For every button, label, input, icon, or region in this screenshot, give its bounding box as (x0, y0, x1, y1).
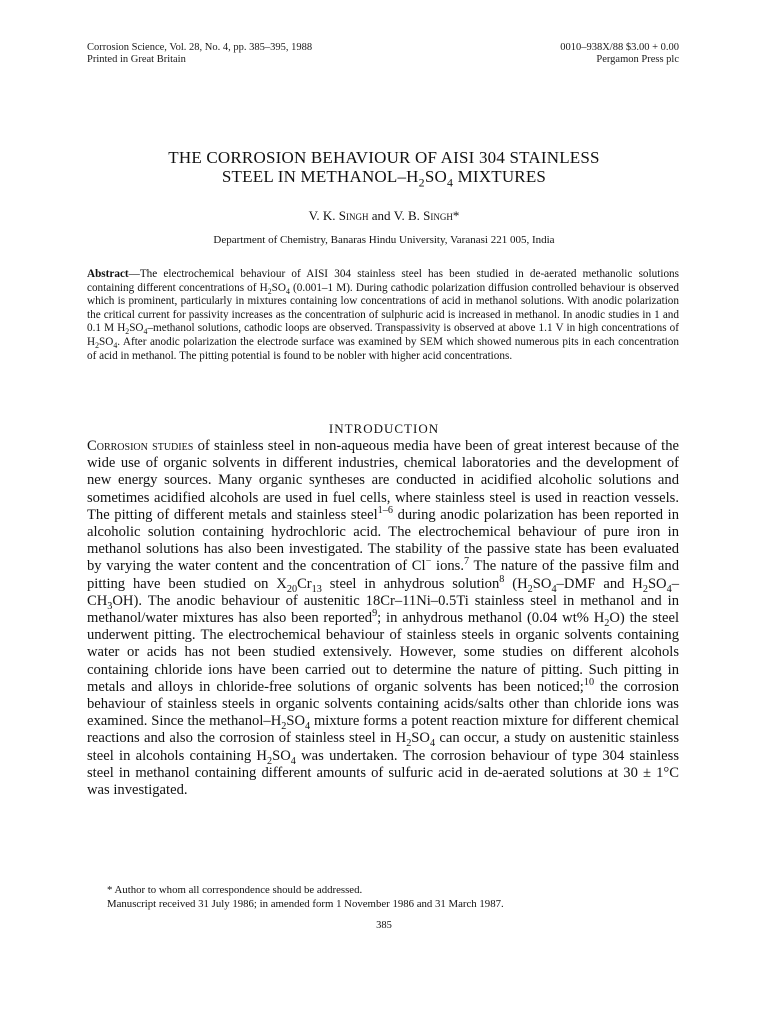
publisher-line: Pergamon Press plc (596, 54, 679, 65)
section-heading: INTRODUCTION (328, 421, 440, 436)
citation-ref: 9 (372, 608, 378, 620)
lead-in: Corrosion studies (87, 438, 194, 454)
correspondence-footnote: * Author to whom all correspondence should be addressed. (107, 884, 363, 896)
citation-ref: 8 (499, 573, 505, 585)
author-2: V. B. Singh (393, 208, 453, 223)
author-list: V. K. Singh and V. B. Singh* (308, 208, 460, 223)
citation-ref: 10 (583, 676, 595, 688)
author-1: V. K. Singh (308, 208, 369, 223)
abstract: Abstract—The electrochemical behaviour of AISI 304 stainless steel has been studied in de-aerated methanolic solutions containing different concentrations of $H_2SO_4$ (0.001–1 M). During cathodic polarization diffusion controlled behaviour is observed which is prominent, particularly in mixtures containing low concentrations of acid in methanol solutions. With anodic polarization the critical current for passivity increases as the concentration of sulphuric acid is increased in methanol. In anodic studies in 1 and 0.1 M $H_2SO_4$–methanol solutions, cathodic loops are observed. Transpassivity is observed at above 1.1 V in high concentrations of $H_2SO_4$. After anodic polarization the electrode surface was examined by SEM which showed numerous pits in each concentration of acid in methanol. The pitting potential is found to be nobler with higher acid concentrations. (87, 268, 680, 362)
corresponding-mark: * (452, 208, 460, 223)
introduction-text: Corrosion studies of stainless steel in non-aqueous media have been of great interest because of the wide use of organic solvents in different industries, chemical laboratories and the development of new energy sources. Many organic syntheses are conducted in acidified alcoholic solutions and sometimes acidified alcohols are used in fuel cells, where stainless steel is used in reaction vessels. The pitting of different metals and stainless steel$^{1-6}$ during anodic polarization has been reported in alcoholic solution containing hydrochloric acid. The electrochemical behaviour of pure iron in methanol solutions has also been investigated. The stability of the passive state has been evaluated by varying the water content and the concentration of Cl− ions.$^7$ The nature of the passive film and pitting have been studied on $X_{20}Cr_{13}$ steel in anhydrous solution$^8$ ($H_2SO_4$–DMF and $H_2SO_4-CH_3OH$). The anodic behaviour of austenitic 18Cr–11Ni–0.5Ti stainless steel in methanol and in methanol/water mixtures has also been reported$^9$; in anhydrous methanol (0.04 wt% $H_2O$) the steel underwent pitting. The electrochemical behaviour of stainless steels in organic solvents containing water or acids has not been studied extensively. However, some studies on different alcohols containing chloride ions have been carried out to determine the nature of pitting. Such pitting in metals and alloys in chloride-free solutions of organic solvents has been noticed;$^{10}$ the corrosion behaviour of stainless steels in organic solvents containing acids/salts other than chloride ions was examined. Since the methanol–$H_2SO_4$ mixture forms a potent reaction mixture for different chemical reactions and also the corrosion of stainless steel in $H_2SO_4$ can occur, a study on austenitic stainless steel in alcohols containing $H_2SO_4$ was undertaken. The corrosion behaviour of type 304 stainless steel in methanol containing different amounts of sulfuric acid in de-aerated solutions at 30 ± 1°C was investigated. (87, 438, 679, 799)
page-number: 385 (376, 920, 392, 931)
affiliation: Department of Chemistry, Banaras Hindu University, Varanasi 221 005, India (213, 234, 555, 246)
citation-ref: 7 (464, 556, 470, 568)
journal-citation (87, 42, 312, 66)
price-code-line: 0010–938X/88 $3.00 + 0.00 (560, 42, 679, 53)
manuscript-dates: Manuscript received 31 July 1986; in amended form 1 November 1986 and 31 March 1987. (107, 897, 504, 910)
footnotes (107, 884, 687, 911)
title-line-1: THE CORROSION BEHAVIOUR OF AISI 304 STAINLESS (168, 148, 600, 167)
paper-title (60, 148, 708, 190)
printed-in-line: Printed in Great Britain (87, 54, 186, 65)
abstract-label: Abstract (87, 268, 129, 280)
citation-ref: 1–6 (377, 504, 393, 516)
journal-citation-line: Corrosion Science, Vol. 28, No. 4, pp. 385–395, 1988 (87, 42, 313, 53)
title-line-2: STEEL IN METHANOL–$H_2SO_4$ MIXTURES (221, 167, 547, 190)
journal-code (560, 42, 679, 66)
